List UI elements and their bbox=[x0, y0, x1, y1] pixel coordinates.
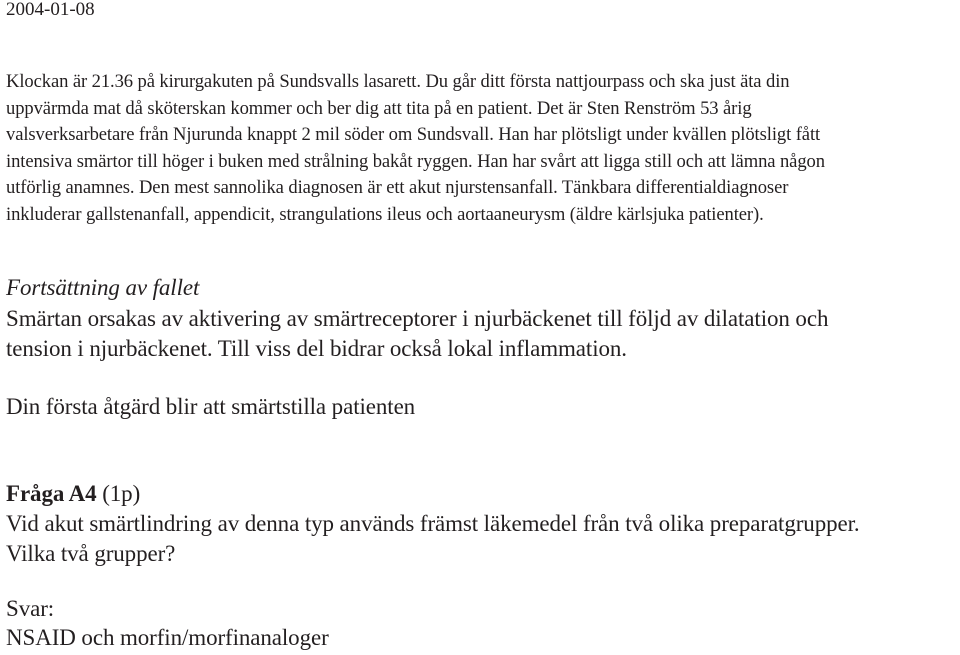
question-line: Vid akut smärtlindring av denna typ används främst läkemedel från två olika preparatgrupper. bbox=[6, 511, 860, 536]
question-label: Fråga A4 bbox=[6, 481, 97, 506]
case-intro-paragraph bbox=[6, 69, 956, 228]
continuation-line: tension i njurbäckenet. Till viss del bidrar också lokal inflammation. bbox=[6, 336, 627, 361]
case-intro-line: uppvärmda mat då sköterskan kommer och ber dig att tita på en patient. Det är Sten Renström 53 årig bbox=[6, 97, 752, 119]
case-intro-line: intensiva smärtor till höger i buken med strålning bakåt ryggen. Han har svårt att ligga still och att lämna någon bbox=[6, 150, 825, 172]
question-heading bbox=[6, 479, 860, 509]
first-action-text: Din första åtgärd blir att smärtstilla patienten bbox=[6, 394, 416, 419]
case-intro-line: inkluderar gallstenanfall, appendicit, strangulations ileus och aortaaneurysm (äldre kärlsjuka patienter). bbox=[6, 203, 764, 225]
question-points: (1p) bbox=[96, 481, 141, 506]
document-date: 2004-01-08 bbox=[6, 0, 95, 20]
question-line: Vilka två grupper? bbox=[6, 541, 176, 566]
answer-label: Svar: bbox=[6, 596, 55, 621]
answer-text: NSAID och morfin/morfinanaloger bbox=[6, 625, 329, 650]
case-intro-line: Klockan är 21.36 på kirurgakuten på Sundsvalls lasarett. Du går ditt första nattjourpass och ska just äta din bbox=[6, 71, 790, 92]
continuation-paragraph bbox=[6, 304, 828, 364]
question-block bbox=[6, 479, 860, 569]
continuation-heading: Fortsättning av fallet bbox=[6, 275, 200, 300]
continuation-line: Smärtan orsakas av aktivering av smärtreceptorer i njurbäckenet till följd av dilatation och bbox=[6, 306, 829, 331]
case-intro-line: valsverksarbetare från Njurunda knappt 2 mil söder om Sundsvall. Han har plötsligt under kvällen plötsligt fått bbox=[6, 124, 821, 145]
case-intro-line: utförlig anamnes. Den mest sannolika diagnosen är ett akut njurstensanfall. Tänkbara differentialdiagnoser bbox=[6, 177, 789, 198]
